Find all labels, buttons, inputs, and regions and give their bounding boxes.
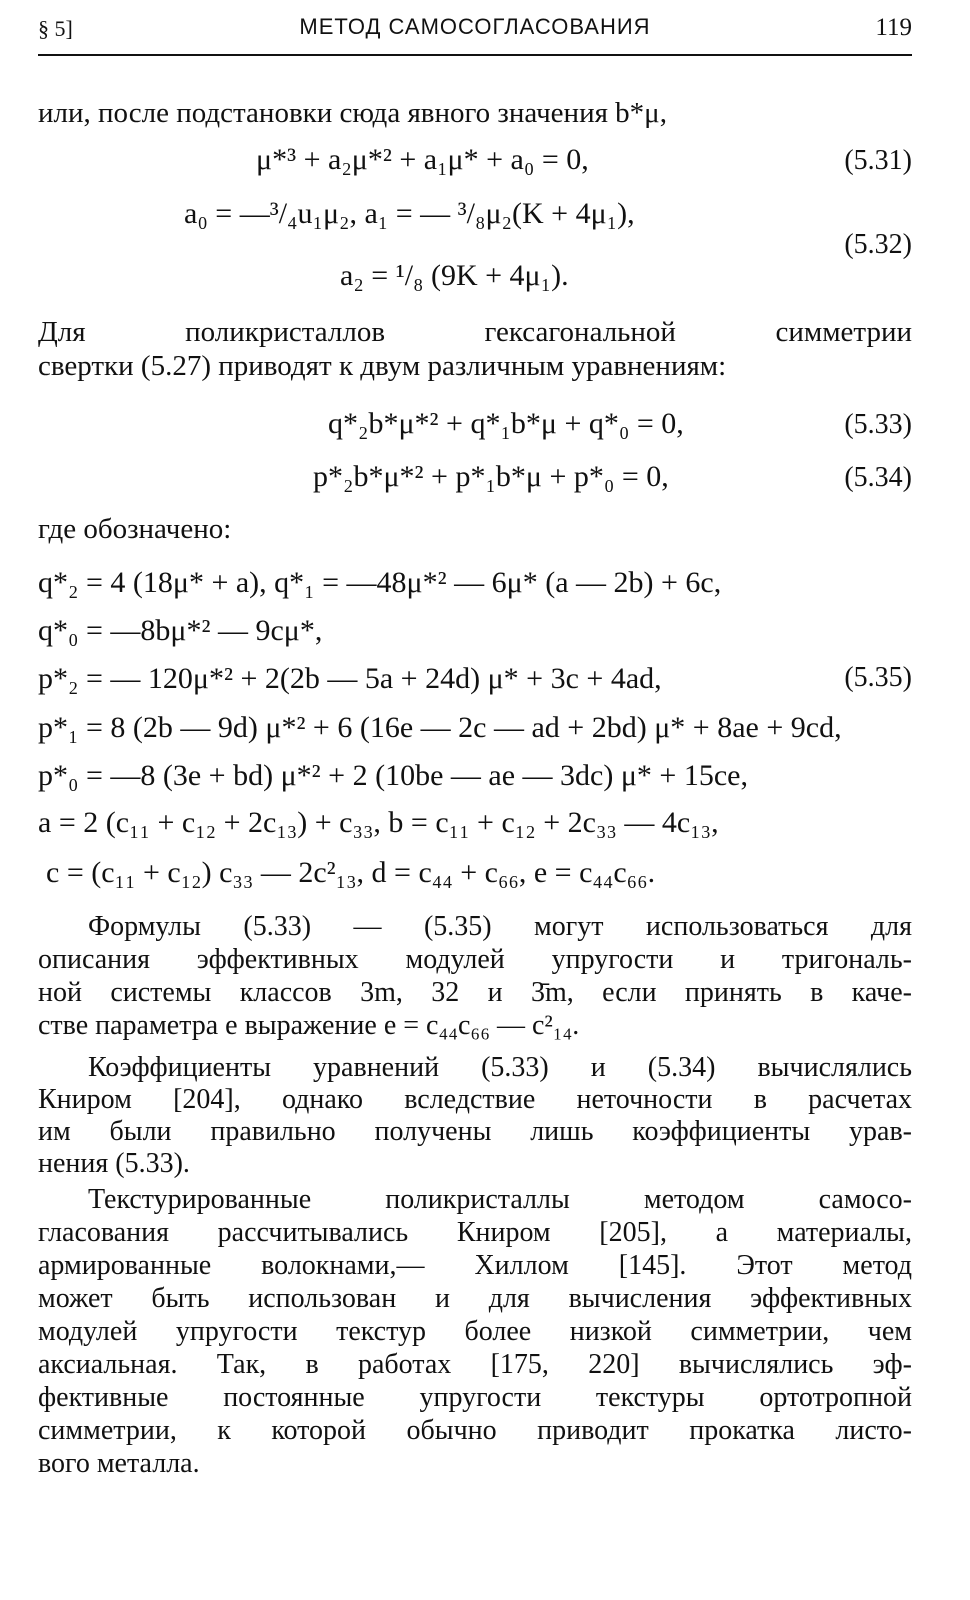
text-line: нения (5.33). [38,1148,190,1179]
text-line: модулей упругости текстур более низкой симметрии, чем [38,1316,912,1347]
equation-number: (5.31) [844,145,912,176]
text-line: Для поликристаллов гексагональной симметрии [38,316,912,348]
equation-number: (5.32) [844,229,912,260]
paragraph-formulas [38,910,912,1042]
header-rule [38,54,912,56]
equation-line: a₂ = ¹/₈ (9K + 4μ₁). [340,259,569,292]
page-number: 119 [875,14,912,41]
text-line: фективные постоянные упругости текстуры ортотропной [38,1382,912,1413]
text-line: стве параметра e выражение e = c₄₄c₆₆ — c²₁₄. [38,1010,580,1041]
text-line: симметрии, к которой обычно приводит прокатка листо- [38,1415,912,1446]
where-label: где обозначено: [38,513,232,545]
equation-5-31 [38,143,912,183]
section-marker: § 5] [38,16,73,41]
equation-line: p*₂ = — 120μ*² + 2(2b — 5a + 24d) μ* + 3c + 4ad, [38,662,662,695]
text-line: может быть использован и для вычисления эффективных [38,1283,912,1314]
equation-line: q*₀ = —8bμ*² — 9cμ*, [38,614,323,647]
equation-line: q*₂ = 4 (18μ* + a), q*₁ = —48μ*² — 6μ* (a — 2b) + 6c, [38,566,722,599]
equation-5-33 [38,405,912,449]
equation-5-32 [38,195,912,295]
intro-line: или, после подстановки сюда явного значения b*μ, [38,97,667,129]
equation-text: q*₂b*μ*² + q*₁b*μ + q*₀ = 0, [328,407,684,440]
text-line: Текстурированные поликристаллы методом самосо- [88,1184,912,1215]
equation-text: μ*³ + a₂μ*² + a₁μ* + a₀ = 0, [256,143,589,176]
text-line: Формулы (5.33) — (5.35) могут использоваться для [88,911,912,942]
equation-text: p*₂b*μ*² + p*₁b*μ + p*₀ = 0, [313,460,669,493]
paragraph-texture [38,1183,912,1480]
text-line: армированные волокнами,— Хиллом [145]. Этот метод [38,1250,912,1281]
equation-line: c = (c₁₁ + c₁₂) c₃₃ — 2c²₁₃, d = c₄₄ + c₆₆, e = c₄₄c₆₆. [46,856,656,889]
text-line: аксиальная. Так, в работах [175, 220] вычислялись эф- [38,1349,912,1380]
text-line: гласования рассчитывались Книром [205], а материалы, [38,1217,912,1248]
running-title: МЕТОД САМОСОГЛАСОВАНИЯ [299,14,651,39]
equation-line: p*₀ = —8 (3e + bd) μ*² + 2 (10be — ae — 3dc) μ* + 15ce, [38,759,748,792]
equation-line: a₀ = —³/₄u₁μ₂, a₁ = — ³/₈μ₂(K + 4μ₁), [184,197,635,230]
equation-5-35 [38,566,912,896]
paragraph-hexagonal [38,315,912,383]
text-line: ной системы классов 3m, 32 и 3̄m, если принять в каче- [38,977,912,1008]
equation-line: a = 2 (c₁₁ + c₁₂ + 2c₁₃) + c₃₃, b = c₁₁ + c₁₂ + 2c₃₃ — 4c₁₃, [38,806,719,839]
text-line: им были правильно получены лишь коэффициенты урав- [38,1116,912,1147]
paragraph-knir [38,1052,912,1180]
equation-number: (5.35) [844,662,912,693]
equation-number: (5.34) [844,462,912,493]
text-line: описания эффективных модулей упругости и тригональ- [38,944,912,975]
text-line: Книром [204], однако вследствие неточности в расчетах [38,1084,912,1115]
book-page [38,0,912,1600]
text-line: Коэффициенты уравнений (5.33) и (5.34) вычислялись [88,1052,912,1083]
running-header [38,14,912,54]
text-line: свертки (5.27) приводят к двум различным уравнениям: [38,350,727,382]
equation-line: p*₁ = 8 (2b — 9d) μ*² + 6 (16e — 2c — ad + 2bd) μ* + 8ae + 9cd, [38,711,842,744]
equation-number: (5.33) [844,409,912,440]
text-line: вого металла. [38,1448,200,1479]
equation-5-34 [38,458,912,502]
